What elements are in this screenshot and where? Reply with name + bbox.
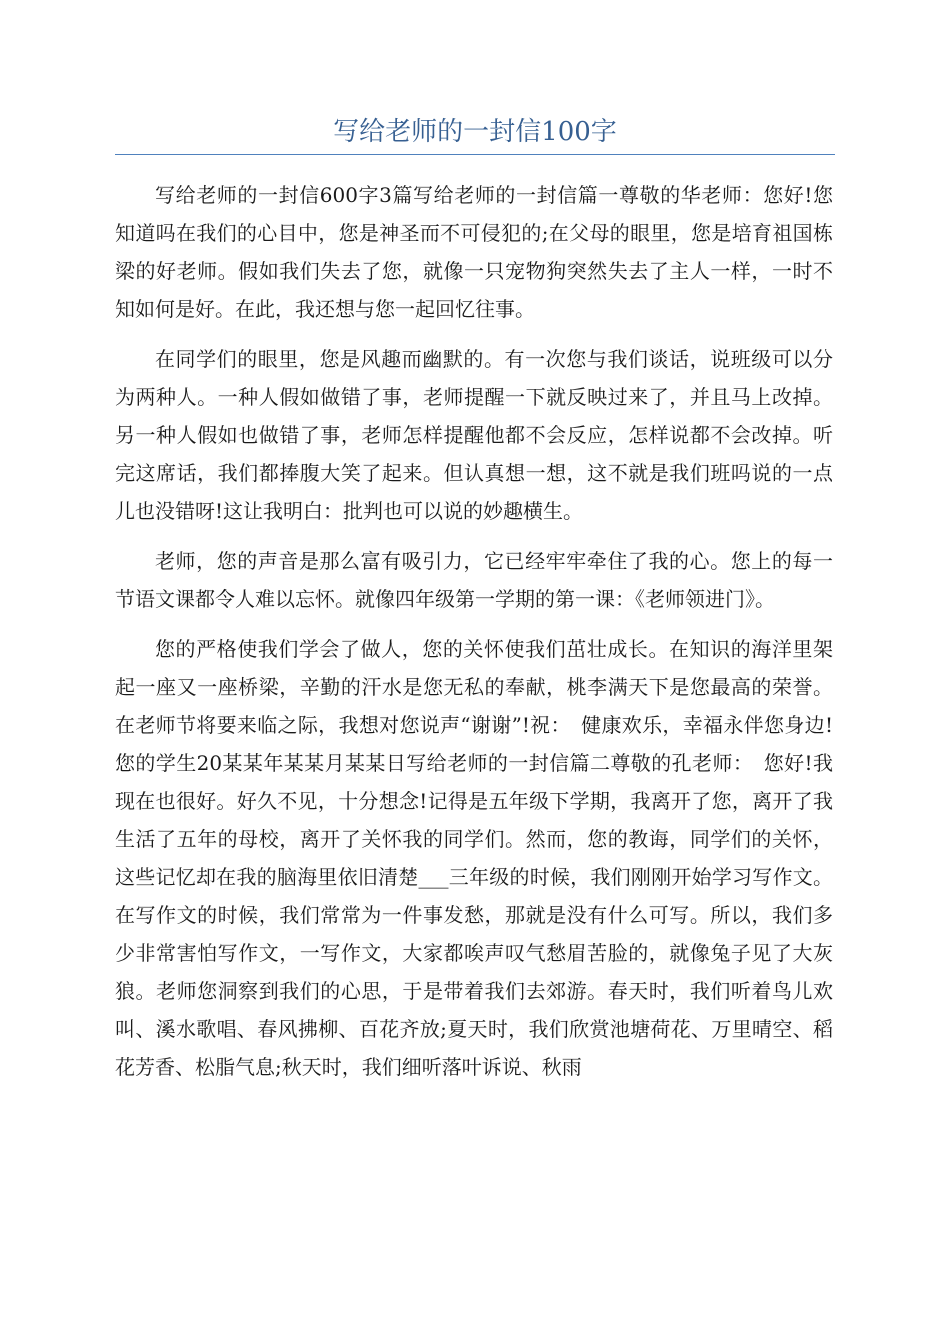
paragraph-4: 您的严格使我们学会了做人，您的关怀使我们茁壮成长。在知识的海洋里架起一座又一座桥梁，辛勤的汗水是您无私的奉献，桃李满天下是您最高的荣誉。在老师节将要来临之际，我想对您说声“谢谢”!祝： 健康欢乐，幸福永伴您身边!您的学生20某某年某某月某某日写给老师的一封信篇二尊敬的孔老师： 您好!我现在也很好。好久不见，十分想念!记得是五年级下学期，我离开了您，离开了我生活了五年的母校，离开了关怀我的同学们。然而，您的教诲，同学们的关怀，这些记忆却在我的脑海里依旧清楚___三年级的时候，我们刚刚开始学习写作文。在写作文的时候，我们常常为一件事发愁，那就是没有什么可写。所以，我们多少非常害怕写作文，一写作文，大家都唉声叹气愁眉苦脸的，就像兔子见了大灰狼。老师您洞察到我们的心思，于是带着我们去郊游。春天时，我们听着鸟儿欢叫、溪水歌唱、春风拂柳、百花齐放;夏天时，我们欣赏池塘荷花、万里晴空、稻花芳香、松脂气息;秋天时，我们细听落叶诉说、秋雨	[115, 637, 833, 1079]
title-underline	[115, 154, 835, 155]
document-body	[115, 176, 833, 1098]
paragraph-1: 写给老师的一封信600字3篇写给老师的一封信篇一尊敬的华老师：您好!您知道吗在我们的心目中，您是神圣而不可侵犯的;在父母的眼里，您是培育祖国栋梁的好老师。假如我们失去了您，就像一只宠物狗突然失去了主人一样，一时不知如何是好。在此，我还想与您一起回忆往事。	[115, 183, 833, 321]
paragraph-2: 在同学们的眼里，您是风趣而幽默的。有一次您与我们谈话，说班级可以分为两种人。一种人假如做错了事，老师提醒一下就反映过来了，并且马上改掉。另一种人假如也做错了事，老师怎样提醒他都不会反应，怎样说都不会改掉。听完这席话，我们都捧腹大笑了起来。但认真想一想，这不就是我们班吗说的一点儿也没错呀!这让我明白：批判也可以说的妙趣横生。	[115, 347, 833, 523]
paragraph-3: 老师，您的声音是那么富有吸引力，它已经牢牢牵住了我的心。您上的每一节语文课都令人难以忘怀。就像四年级第一学期的第一课：《老师领进门》。	[115, 549, 833, 611]
document-title: 写给老师的一封信100字	[333, 117, 617, 147]
